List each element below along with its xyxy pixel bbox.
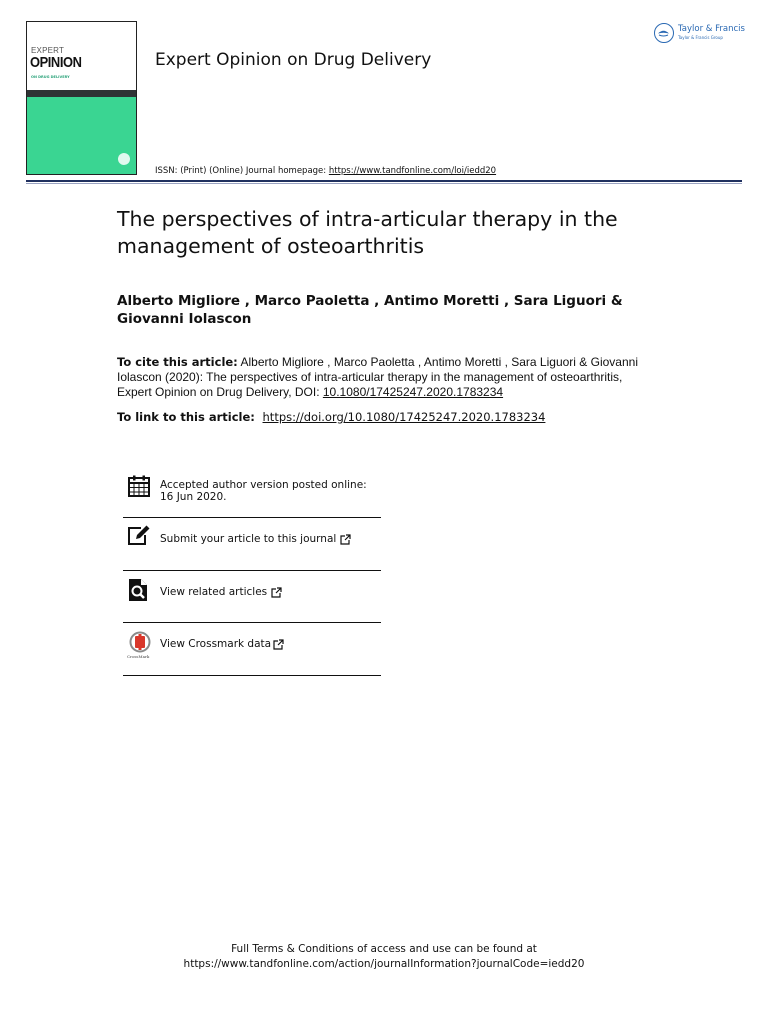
crossmark-link[interactable] — [160, 638, 284, 650]
related-articles-link[interactable] — [160, 586, 282, 598]
taylor-francis-icon — [654, 23, 674, 43]
crossmark-row[interactable] — [123, 623, 381, 676]
footer-terms-url[interactable]: https://www.tandfonline.com/action/journalInformation?journalCode=iedd20 — [183, 958, 585, 970]
submit-article-link[interactable] — [160, 533, 351, 545]
publisher-name: Taylor & Francis — [678, 24, 745, 34]
citation-block — [117, 355, 657, 400]
cover-title-line3: ON DRUG DELIVERY — [31, 75, 70, 79]
publisher-subname: Taylor & Francis Group — [678, 35, 723, 40]
crossmark-label: View Crossmark data — [160, 638, 272, 650]
cover-title-line2: OPINION — [30, 54, 82, 71]
external-link-icon — [273, 639, 284, 650]
submit-article-label: Submit your article to this journal — [160, 533, 337, 545]
link-label: To link to this article: — [117, 410, 255, 424]
journal-title[interactable]: Expert Opinion on Drug Delivery — [155, 50, 432, 70]
related-articles-label: View related articles — [160, 586, 268, 598]
cite-doi-link[interactable]: 10.1080/17425247.2020.1783234 — [322, 385, 504, 399]
external-link-icon — [271, 587, 282, 598]
journal-homepage-link[interactable]: https://www.tandfonline.com/loi/iedd20 — [328, 166, 497, 176]
accepted-version-text: Accepted author version posted online: 16 Jun 2020. — [160, 479, 367, 503]
issn-text: ISSN: (Print) (Online) Journal homepage: — [155, 166, 327, 176]
calendar-icon — [127, 474, 151, 498]
footer — [0, 942, 768, 972]
cover-badge-icon — [118, 153, 130, 165]
crossmark-icon — [127, 631, 151, 661]
related-articles-row[interactable] — [123, 571, 381, 623]
publisher-logo[interactable] — [654, 22, 754, 46]
cover-dark-bar — [27, 90, 136, 97]
issn-line — [155, 166, 496, 176]
header-rule — [26, 180, 742, 182]
article-authors: Alberto Migliore , Marco Paoletta , Antimo Moretti , Sara Liguori & Giovanni Iolascon — [117, 293, 623, 327]
submit-article-row[interactable] — [123, 518, 381, 571]
search-document-icon — [127, 578, 151, 602]
crossmark-logo-text: CrossMark — [127, 654, 150, 659]
accepted-version-row — [123, 466, 381, 518]
article-link-line — [117, 410, 677, 424]
external-link-icon — [340, 534, 351, 545]
edit-icon — [127, 524, 151, 548]
header-rule-light — [26, 183, 742, 184]
cover-top-strip — [31, 26, 132, 34]
cover-title-line1: EXPERT — [31, 46, 65, 55]
footer-terms-text: Full Terms & Conditions of access and use can be found at — [231, 943, 537, 955]
journal-cover — [26, 21, 137, 175]
article-title: The perspectives of intra-articular therapy in the management of osteoarthritis — [117, 207, 618, 258]
cite-label: To cite this article: — [117, 355, 238, 369]
article-doi-link[interactable]: https://doi.org/10.1080/17425247.2020.1783234 — [262, 410, 546, 424]
cite-text: Alberto Migliore , Marco Paoletta , Antimo Moretti , Sara Liguori & Giovanni Iolascon (2020): The perspectives of intra-articular therapy in the management of osteoarthritis, Expert Opinion on Drug Delivery, DOI: — [117, 355, 638, 399]
